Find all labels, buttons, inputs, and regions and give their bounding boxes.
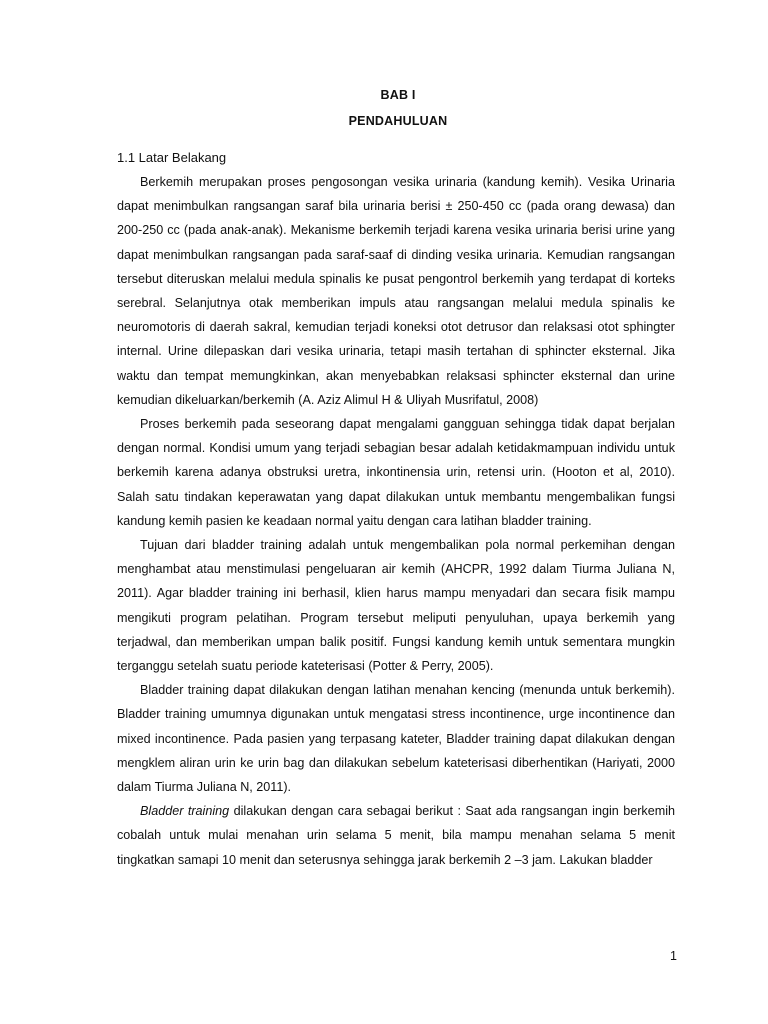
paragraph: Bladder training dapat dilakukan dengan latihan menahan kencing (menunda untuk berkemih). Bladder training umumnya digunakan untuk mengatasi stress incontinence, urge incontinence dan mixed incontinence. Pada pasien yang terpasang kateter, Bladder training dapat dilakukan dengan mengklem aliran urin ke urin bag dan dilakukan sebelum kateterisasi diberhentikan (Hariyati, 2000 dalam Tiurma Juliana N, 2011). [117, 683, 675, 795]
chapter-number: BAB I [380, 88, 416, 102]
chapter-title: PENDAHULUAN [348, 114, 448, 128]
paragraph-text: dilakukan dengan cara sebagai berikut : Saat ada rangsangan ingin berkemih cobalah untuk mulai menahan urin selama 5 menit, bila mampu menahan selama 5 menit tingkatkan samapi 10 menit dan seterusnya sehingga jarak berkemih 2 –3 jam. Lakukan bladder [117, 804, 675, 867]
body-text [117, 170, 675, 872]
page-number: 1 [670, 949, 677, 963]
italic-term: Bladder training [140, 804, 230, 819]
section-heading: 1.1 Latar Belakang [117, 150, 227, 165]
paragraph: Proses berkemih pada seseorang dapat mengalami gangguan sehingga tidak dapat berjalan dengan normal. Kondisi umum yang terjadi sebagian besar adalah ketidakmampuan individu untuk berkemih karena adanya obstruksi uretra, inkontinensia urin, retensi urin. (Hooton et al, 2010). Salah satu tindakan keperawatan yang dapat dilakukan untuk membantu mengembalikan fungsi kandung kemih pasien ke keadaan normal yaitu dengan cara latihan bladder training. [117, 417, 675, 528]
paragraph-last [117, 799, 675, 872]
paragraph: Berkemih merupakan proses pengosongan vesika urinaria (kandung kemih). Vesika Urinaria dapat menimbulkan rangsangan saraf bila urinaria berisi ± 250-450 cc (pada orang dewasa) dan 200-250 cc (pada anak-anak). Mekanisme berkemih terjadi karena vesika urinaria berisi urine yang dapat menimbulkan rangsangan pada saraf-saaf di dinding vesika urinaria. Kemudian rangsangan tersebut diteruskan melalui medula spinalis ke pusat pengontrol berkemih yang terdapat di korteks serebral. Selanjutnya otak memberikan impuls atau rangsangan melalui medula spinalis ke neuromotoris di daerah sakral, kemudian terjadi koneksi otot detrusor dan relaksasi otot sphingter internal. Urine dilepaskan dari vesika urinaria, tetapi masih tertahan di sphincter eksternal. Jika waktu dan tempat memungkinkan, akan menyebabkan relaksasi sphincter eksternal dan urine kemudian dikeluarkan/berkemih (A. Aziz Alimul H & Uliyah Musrifatul, 2008) [117, 175, 675, 407]
paragraph: Tujuan dari bladder training adalah untuk mengembalikan pola normal perkemihan dengan menghambat atau menstimulasi pengeluaran air kemih (AHCPR, 1992 dalam Tiurma Juliana N, 2011). Agar bladder training ini berhasil, klien harus mampu menyadari dan secara fisik mampu mengikuti program pelatihan. Program tersebut meliputi penyuluhan, upaya berkemih yang terjadwal, dan memberikan umpan balik positif. Fungsi kandung kemih untuk sementara mungkin terganggu setelah suatu periode kateterisasi (Potter & Perry, 2005). [117, 538, 675, 674]
